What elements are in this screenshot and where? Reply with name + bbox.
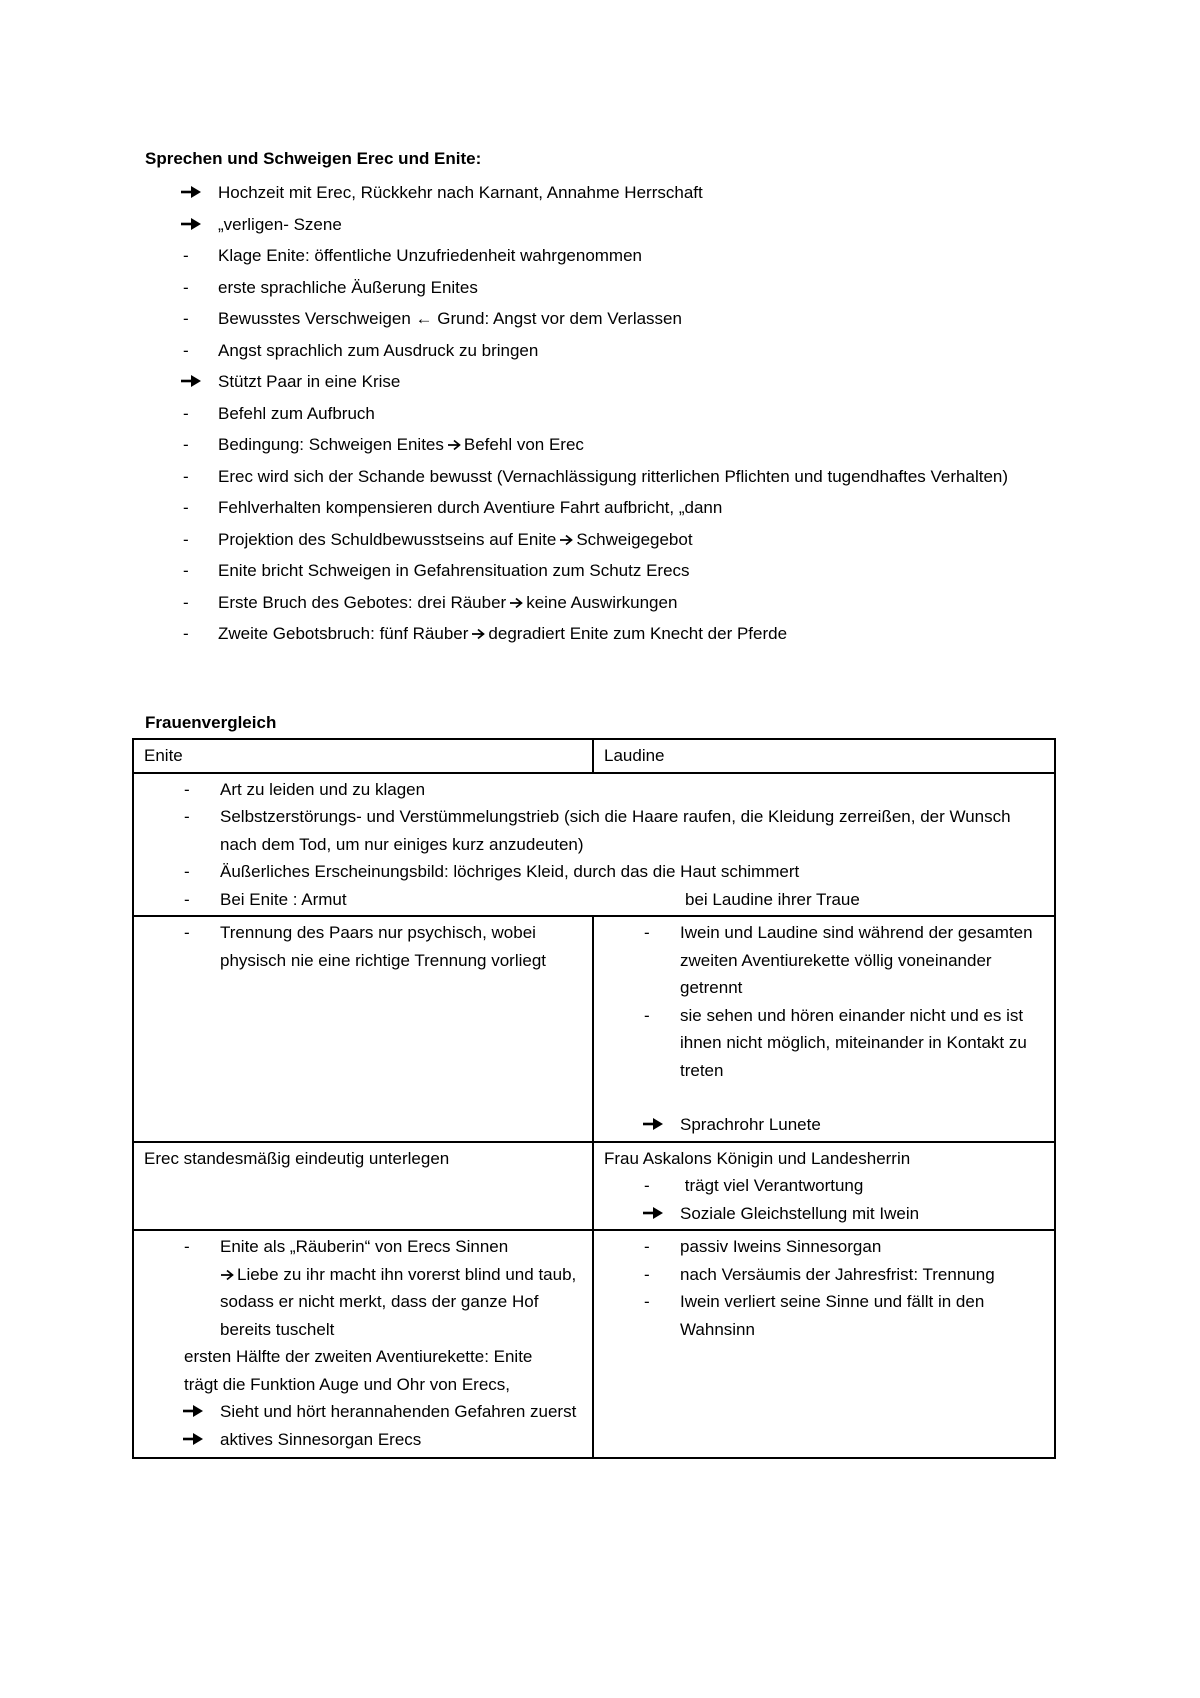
dash-bullet: -: [183, 466, 189, 486]
arrow-icon: [471, 628, 485, 640]
list-item: Sieht und hört herannahenden Gefahren zuerst: [144, 1398, 584, 1426]
table-cell: [593, 1230, 1055, 1458]
arrow-icon: [509, 597, 523, 609]
dash-bullet: -: [184, 923, 190, 942]
section1-list: [145, 177, 1075, 650]
list-item: - Bedingung: Schweigen Enites Befehl von Erec: [145, 429, 1075, 461]
list-item: Sprachrohr Lunete: [604, 1111, 1046, 1139]
table-cell: Frau Askalons Königin und Landesherrin - trägt viel Verantwortung Soziale Gleichstellung mit Iwein: [593, 1142, 1055, 1231]
list-item: „verligen- Szene: [145, 209, 1075, 241]
list-item: - Trennung des Paars nur psychisch, wobei physisch nie eine richtige Trennung vorliegt: [144, 919, 584, 974]
list-item: - Selbstzerstörungs- und Verstümmelungstrieb (sich die Haare raufen, die Kleidung zerreißen, der Wunsch nach dem Tod, um nur einiges kurz anzudeuten): [144, 803, 1046, 858]
column-header-enite: Enite: [133, 739, 593, 773]
dash-bullet: -: [184, 889, 190, 909]
dash-bullet: -: [183, 529, 189, 549]
dash-bullet: -: [184, 807, 190, 826]
section-title-sprechen: Sprechen und Schweigen Erec und Enite:: [145, 149, 482, 168]
arrow-icon: [642, 1111, 664, 1139]
dash-bullet: -: [183, 309, 189, 328]
comparison-table: [132, 738, 1056, 1459]
dash-bullet: -: [184, 1237, 190, 1256]
arrow-icon: [642, 1200, 664, 1228]
section-title-frauenvergleich: Frauenvergleich: [145, 713, 277, 732]
list-item: - Angst sprachlich zum Ausdruck zu bringen: [145, 335, 1075, 367]
list-item: - Fehlverhalten kompensieren durch Aventiure Fahrt aufbricht, „dann: [145, 492, 1075, 524]
dash-bullet: -: [644, 1292, 650, 1311]
dash-bullet: -: [644, 1005, 650, 1025]
table-row: [133, 916, 1055, 1142]
list-item: - erste sprachliche Äußerung Enites: [145, 272, 1075, 304]
dash-bullet: -: [644, 1237, 650, 1256]
table-cell: Erec standesmäßig eindeutig unterlegen: [133, 1142, 593, 1231]
table-row: [133, 1230, 1055, 1458]
table-header-row: [133, 739, 1055, 773]
arrow-icon: [182, 1426, 204, 1454]
dash-bullet: -: [183, 246, 189, 265]
list-item: - Iwein verliert seine Sinne und fällt in den Wahnsinn: [604, 1288, 1046, 1343]
arrow-icon: [559, 534, 573, 546]
contrast-enite: Bei Enite : Armut: [220, 889, 347, 909]
arrow-icon: [180, 177, 210, 209]
dash-bullet: -: [183, 592, 189, 612]
dash-bullet: -: [644, 1176, 650, 1195]
arrow-icon: [447, 439, 461, 451]
list-item: Stützt Paar in eine Krise: [145, 366, 1075, 398]
list-item: - Zweite Gebotsbruch: fünf Räuber degradiert Enite zum Knecht der Pferde: [145, 618, 1075, 650]
column-header-laudine: Laudine: [593, 739, 1055, 773]
dash-bullet: -: [644, 1264, 650, 1284]
arrow-icon: [220, 1269, 234, 1281]
dash-bullet: -: [183, 340, 189, 360]
list-item: - sie sehen und hören einander nicht und es ist ihnen nicht möglich, miteinander in Kontakt zu treten: [604, 1002, 1046, 1085]
list-item: aktives Sinnesorgan Erecs: [144, 1426, 584, 1454]
list-item: - trägt viel Verantwortung: [604, 1172, 1046, 1200]
dash-bullet: -: [184, 862, 190, 881]
table-cell: - Enite als „Räuberin“ von Erecs Sinnen Liebe zu ihr macht ihn vorerst blind und taub, sodass er nicht merkt, dass der ganze Hof bereits tuschelt ersten Hälfte der zweiten Aventiurekette: Enite trägt die Funktion Auge und Ohr von Erecs, Sieht und hört herannahenden Gefahren zuerst aktives Sinnesorgan Erecs: [133, 1230, 593, 1458]
table-cell: [133, 916, 593, 1142]
list-item: - Äußerliches Erscheinungsbild: löchriges Kleid, durch das die Haut schimmert: [144, 858, 1046, 886]
arrow-icon: [180, 209, 210, 241]
list-item: Hochzeit mit Erec, Rückkehr nach Karnant, Annahme Herrschaft: [145, 177, 1075, 209]
list-item: - Enite als „Räuberin“ von Erecs Sinnen Liebe zu ihr macht ihn vorerst blind und taub, sodass er nicht merkt, dass der ganze Hof bereits tuschelt: [144, 1233, 584, 1343]
arrow-icon: [182, 1398, 204, 1426]
table-row: [133, 773, 1055, 917]
contrast-laudine: bei Laudine ihrer Traue: [685, 889, 860, 909]
list-item: - Erste Bruch des Gebotes: drei Räuber keine Auswirkungen: [145, 587, 1075, 619]
list-item: - Befehl zum Aufbruch: [145, 398, 1075, 430]
dash-bullet: -: [183, 435, 189, 454]
list-item: - Enite bricht Schweigen in Gefahrensituation zum Schutz Erecs: [145, 555, 1075, 587]
list-item: - nach Versäumis der Jahresfrist: Trennung: [604, 1261, 1046, 1289]
arrow-icon: [180, 366, 210, 398]
dash-bullet: -: [183, 498, 189, 517]
dash-bullet: -: [183, 624, 189, 643]
list-item: - Iwein und Laudine sind während der gesamten zweiten Aventiurekette völlig voneinander getrennt: [604, 919, 1046, 1002]
list-item: - Bewusstes Verschweigen ← Grund: Angst vor dem Verlassen: [145, 303, 1075, 335]
list-item: - Erec wird sich der Schande bewusst (Vernachlässigung ritterlichen Pflichten und tugendhaftes Verhalten): [145, 461, 1075, 493]
dash-bullet: -: [183, 403, 189, 423]
dash-bullet: -: [183, 277, 189, 297]
list-item: Soziale Gleichstellung mit Iwein: [604, 1200, 1046, 1228]
list-item: - Klage Enite: öffentliche Unzufriedenheit wahrgenommen: [145, 240, 1075, 272]
table-row: [133, 1142, 1055, 1231]
list-item: - passiv Iweins Sinnesorgan: [604, 1233, 1046, 1261]
shared-traits-cell: [133, 773, 1055, 917]
table-cell: [593, 916, 1055, 1142]
list-item: - Art zu leiden und zu klagen: [144, 776, 1046, 804]
dash-bullet: -: [644, 923, 650, 942]
list-item: [144, 886, 1046, 914]
list-item: - Projektion des Schuldbewusstseins auf Enite Schweigegebot: [145, 524, 1075, 556]
dash-bullet: -: [183, 561, 189, 580]
dash-bullet: -: [184, 779, 190, 799]
